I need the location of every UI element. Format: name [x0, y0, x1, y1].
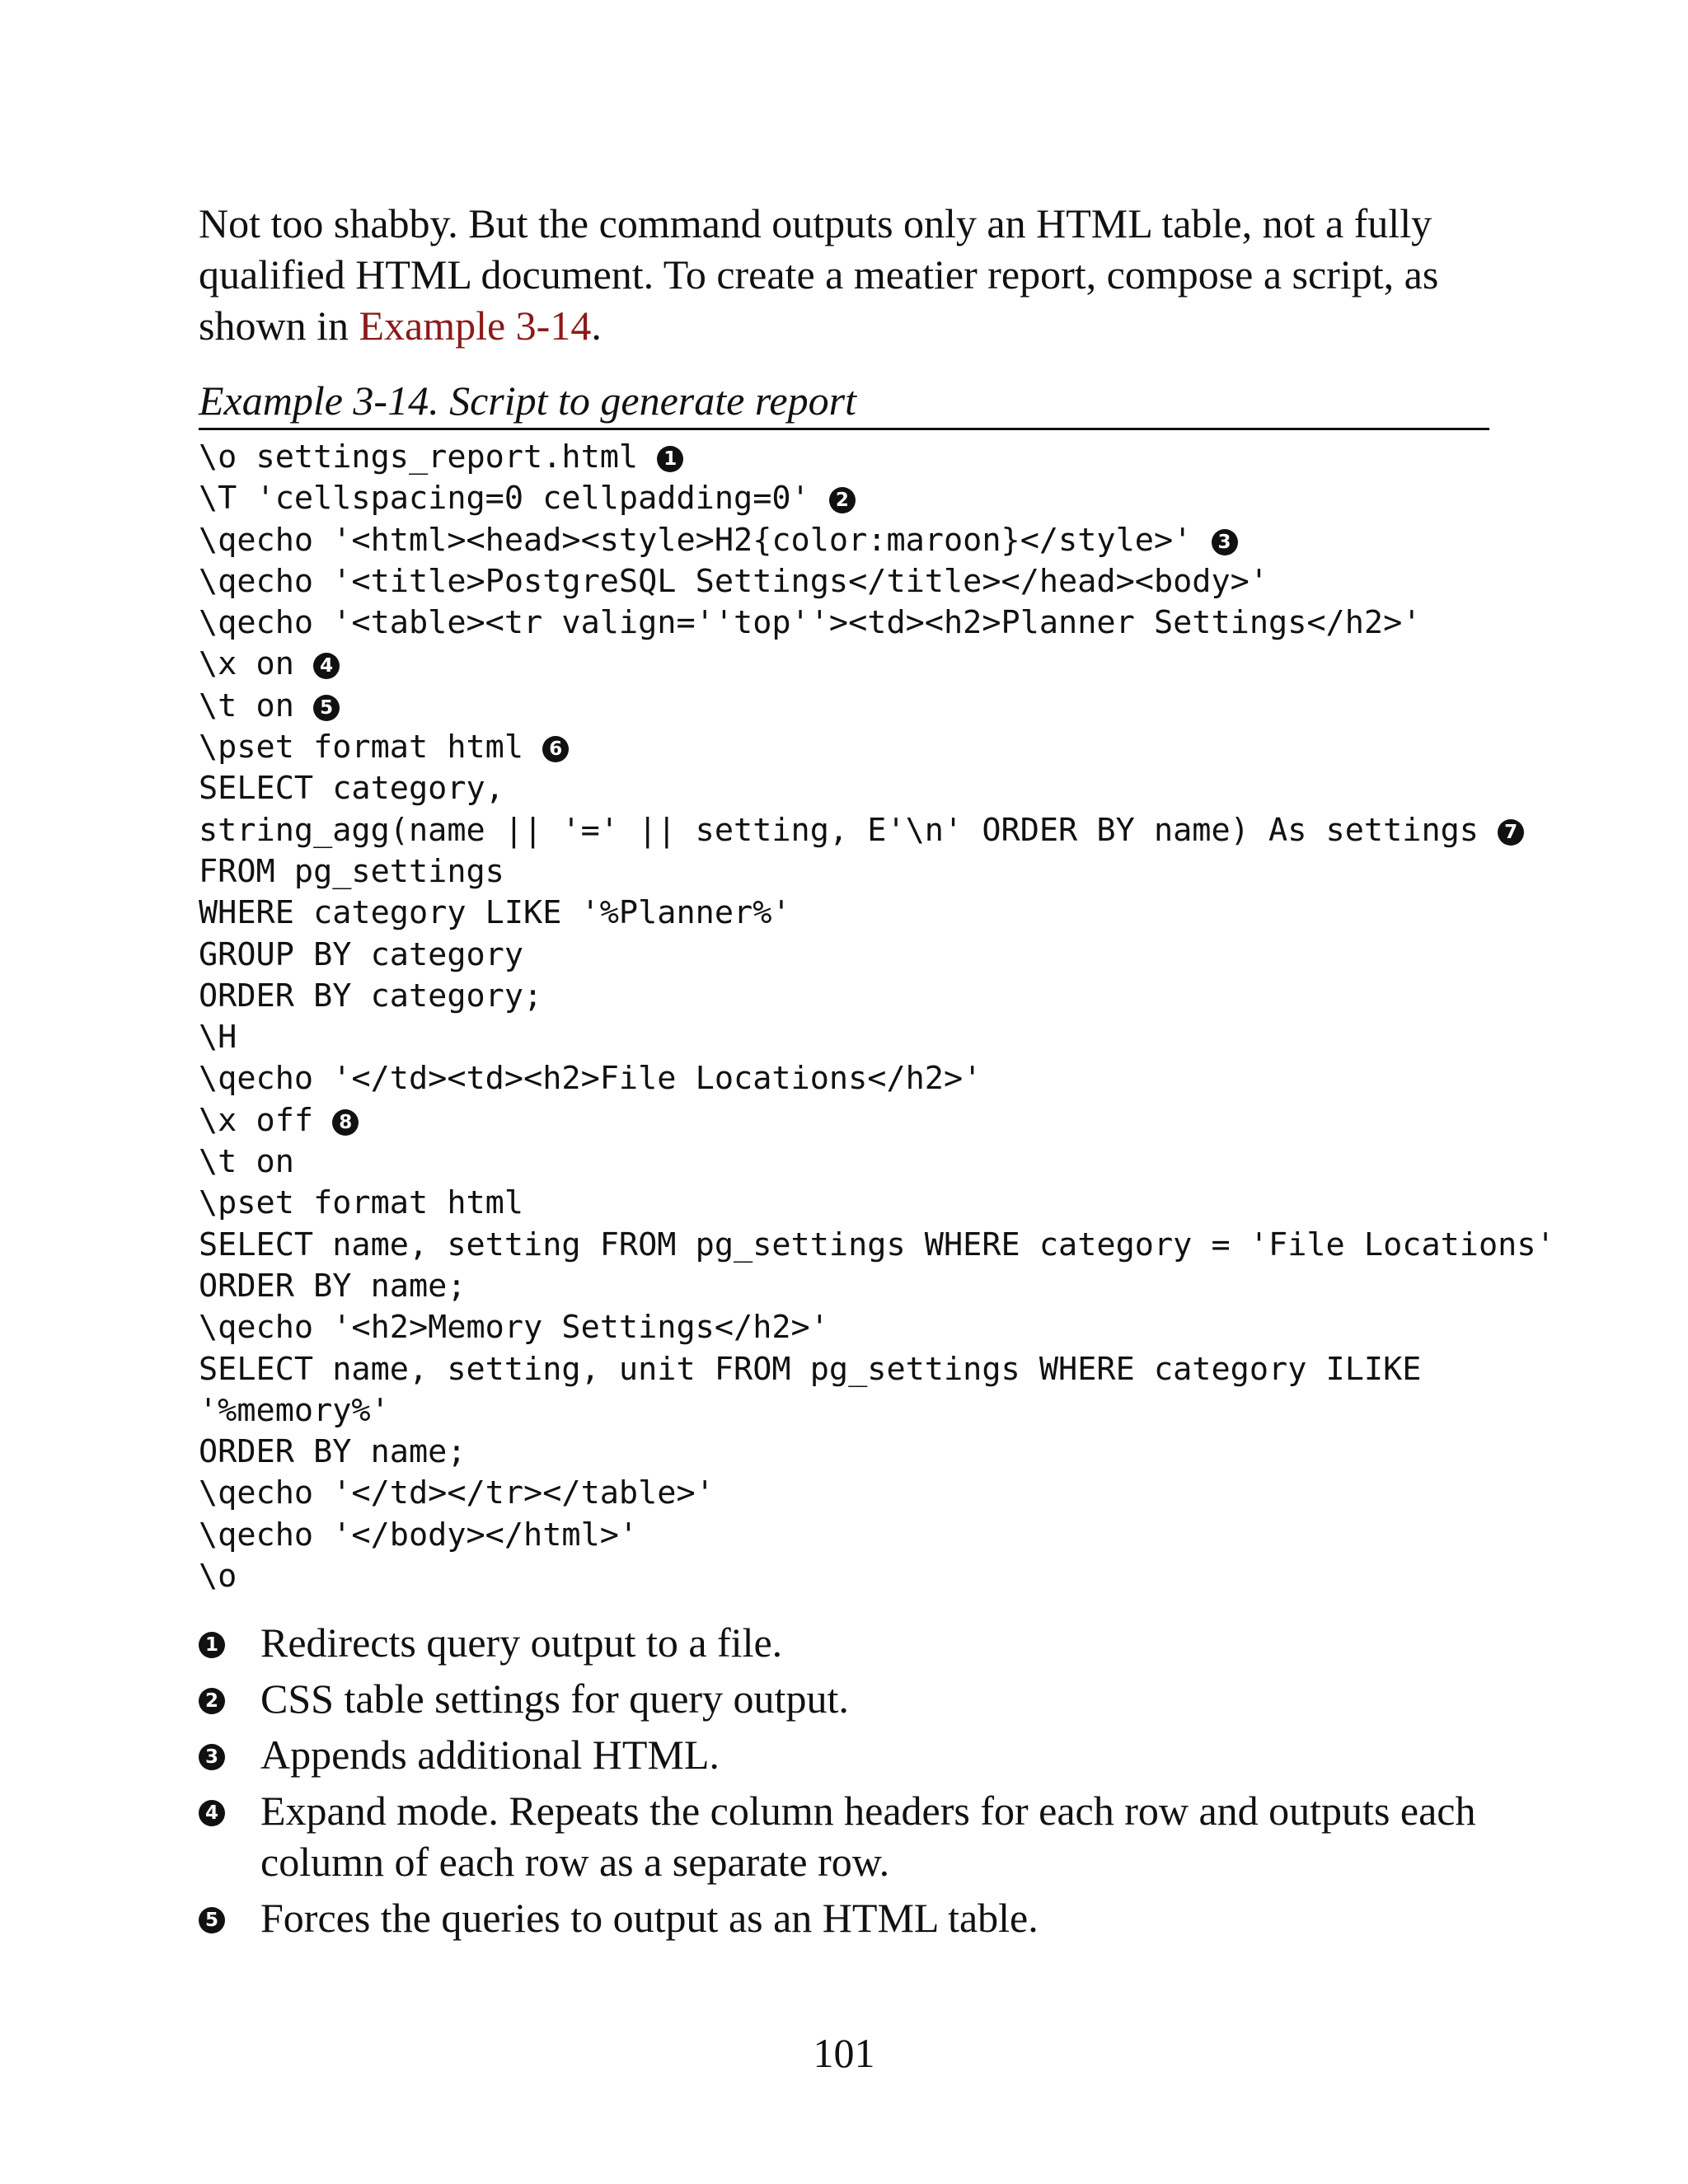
code-text: \qecho '<table><tr valign=''top''><td><h2>Planner Settings</h2>': [199, 604, 1422, 642]
callout-marker-icon: 6: [542, 736, 569, 762]
code-line: [199, 520, 1517, 561]
callout-item: [199, 1673, 1517, 1724]
intro-text: Not too shabby. But the command outputs only an HTML table, not a fully qualified HTML document. To create a meatier report, compose a script, as shown in: [199, 200, 1439, 349]
code-text: string_agg(name || '=' || setting, E'\n' ORDER BY name) As settings: [199, 811, 1498, 849]
code-text: FROM pg_settings: [199, 852, 504, 890]
code-text: \t on: [199, 687, 314, 724]
example-caption: Example 3-14. Script to generate report: [199, 375, 1489, 430]
code-line: [199, 1432, 1517, 1473]
callout-number-icon: 5: [199, 1907, 225, 1933]
callout-marker-icon: 5: [313, 695, 340, 721]
code-text: \H: [199, 1019, 237, 1057]
code-line: [199, 1183, 1517, 1224]
callout-list: [199, 1617, 1517, 1948]
code-line: [199, 1058, 1517, 1099]
code-line: [199, 561, 1517, 602]
callout-item: [199, 1617, 1517, 1668]
code-text: ORDER BY category;: [199, 977, 543, 1015]
code-text: SELECT name, setting, unit FROM pg_settings WHERE category ILIKE: [199, 1350, 1422, 1388]
callout-text: CSS table settings for query output.: [260, 1675, 849, 1722]
callout-item: [199, 1729, 1517, 1780]
code-text: \qecho '</td><td><h2>File Locations</h2>': [199, 1060, 982, 1098]
callout-text: Forces the queries to output as an HTML table.: [260, 1895, 1039, 1941]
callout-marker-icon: 8: [332, 1109, 359, 1136]
code-line: [199, 478, 1517, 519]
code-line: [199, 1100, 1517, 1141]
code-line: [199, 1390, 1517, 1432]
code-text: \qecho '<title>PostgreSQL Settings</title></head><body>': [199, 562, 1269, 600]
code-text: \qecho '<html><head><style>H2{color:maroon}</style>': [199, 521, 1212, 559]
callout-marker-icon: 1: [657, 446, 683, 472]
code-line: [199, 727, 1517, 768]
code-line: [199, 686, 1517, 727]
code-text: WHERE category LIKE '%Planner%': [199, 894, 791, 932]
code-line: [199, 768, 1517, 809]
callout-marker-icon: 7: [1498, 819, 1524, 846]
code-line: [199, 1307, 1517, 1348]
code-text: SELECT category,: [199, 770, 504, 808]
code-text: \o: [199, 1558, 237, 1596]
code-line: [199, 1141, 1517, 1183]
code-text: '%memory%': [199, 1391, 390, 1429]
callout-item: [199, 1892, 1517, 1943]
code-text: \pset format html: [199, 729, 543, 766]
code-line: [199, 893, 1517, 934]
callout-marker-icon: 3: [1212, 529, 1238, 555]
code-line: [199, 976, 1517, 1017]
code-line: [199, 1556, 1517, 1597]
code-text: \qecho '</body></html>': [199, 1516, 639, 1554]
code-text: \T 'cellspacing=0 cellpadding=0': [199, 480, 829, 518]
code-text: SELECT name, setting FROM pg_settings WHERE category = 'File Locations': [199, 1226, 1555, 1263]
code-text: \x off: [199, 1101, 333, 1139]
code-text: \o settings_report.html: [199, 438, 658, 476]
code-text: ORDER BY name;: [199, 1267, 467, 1305]
code-line: [199, 644, 1517, 685]
code-line: [199, 437, 1517, 478]
example-link[interactable]: Example 3-14: [359, 302, 592, 349]
code-line: [199, 1515, 1517, 1556]
callout-text: Redirects query output to a file.: [260, 1619, 783, 1666]
code-text: \pset format html: [199, 1184, 524, 1222]
callout-number-icon: 3: [199, 1744, 225, 1770]
callout-item: [199, 1785, 1517, 1887]
intro-text-end: .: [591, 302, 602, 349]
code-text: \t on: [199, 1143, 294, 1181]
callout-marker-icon: 4: [313, 653, 340, 679]
code-text: \x on: [199, 645, 314, 683]
code-line: [199, 1349, 1517, 1390]
code-line: [199, 1225, 1555, 1266]
code-line: [199, 935, 1517, 976]
code-line: [199, 810, 1517, 851]
callout-text: Appends additional HTML.: [260, 1732, 720, 1778]
code-line: [199, 851, 1517, 893]
code-line: [199, 602, 1517, 644]
page-number: 101: [813, 2030, 875, 2076]
callout-marker-icon: 2: [829, 487, 856, 513]
callout-number-icon: 1: [199, 1632, 225, 1658]
intro-paragraph: [199, 198, 1493, 351]
code-text: GROUP BY category: [199, 935, 524, 973]
code-text: ORDER BY name;: [199, 1433, 467, 1471]
code-line: [199, 1473, 1517, 1514]
code-text: \qecho '</td></tr></table>': [199, 1474, 715, 1512]
code-listing: [199, 437, 1555, 1597]
code-line: [199, 1266, 1517, 1307]
code-text: \qecho '<h2>Memory Settings</h2>': [199, 1309, 829, 1347]
callout-text: Expand mode. Repeats the column headers for each row and outputs each column of each row as a separate row.: [260, 1788, 1476, 1885]
callout-number-icon: 4: [199, 1800, 225, 1826]
code-line: [199, 1017, 1517, 1058]
callout-number-icon: 2: [199, 1688, 225, 1714]
